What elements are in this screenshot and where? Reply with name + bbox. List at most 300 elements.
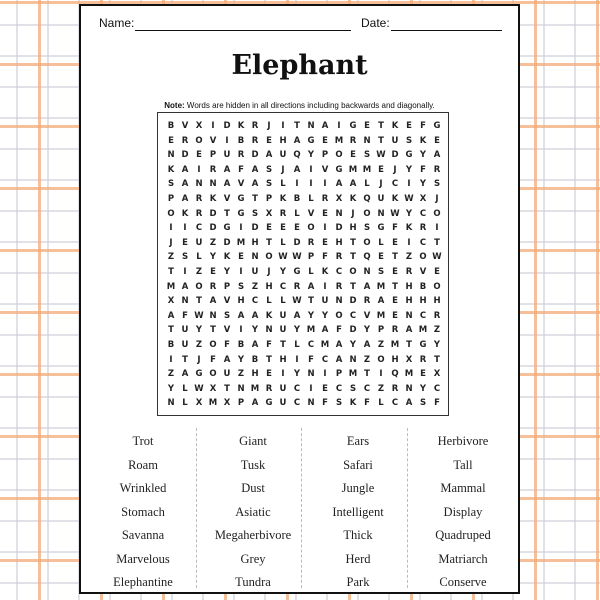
- grid-cell: N: [167, 398, 175, 409]
- grid-cell: W: [278, 252, 288, 263]
- grid-cell: O: [419, 252, 427, 263]
- grid-cell: O: [433, 208, 441, 219]
- column-divider: [407, 428, 408, 588]
- grid-cell: G: [419, 340, 427, 350]
- grid-cell: C: [349, 310, 357, 321]
- grid-cell: K: [237, 121, 245, 131]
- grid-cell: U: [279, 310, 287, 321]
- grid-cell: T: [224, 208, 230, 219]
- grid-cell: S: [363, 150, 371, 161]
- grid-cell: U: [223, 369, 231, 380]
- grid-cell: H: [405, 296, 413, 307]
- grid-cell: C: [293, 398, 301, 409]
- grid-cell: V: [209, 135, 217, 146]
- grid-cell: I: [281, 121, 285, 131]
- grid-cell: M: [208, 398, 218, 409]
- grid-cell: F: [322, 252, 328, 263]
- word-column: [413, 430, 513, 595]
- word-list-item: Asiatic: [235, 504, 271, 519]
- grid-cell: X: [433, 369, 441, 380]
- grid-cell: A: [251, 340, 259, 350]
- grid-cell: E: [392, 267, 398, 277]
- grid-cell: A: [251, 179, 259, 190]
- grid-cell: C: [419, 310, 427, 321]
- word-list-item: Jungle: [341, 481, 375, 495]
- grid-cell: Y: [349, 340, 357, 350]
- grid-cell: R: [209, 281, 217, 292]
- grid-cell: F: [434, 398, 440, 409]
- grid-cell: X: [195, 121, 203, 131]
- grid-cell: I: [239, 325, 243, 336]
- grid-cell: Z: [167, 252, 175, 263]
- grid-cell: L: [364, 179, 370, 190]
- grid-cell: R: [307, 237, 315, 248]
- grid-cell: T: [350, 252, 356, 263]
- grid-row: [164, 119, 444, 134]
- word-list-item: Savanna: [121, 528, 165, 542]
- grid-cell: A: [335, 340, 343, 350]
- grid-cell: A: [251, 310, 259, 321]
- grid-cell: A: [349, 179, 357, 190]
- grid-row: [164, 294, 444, 309]
- grid-cell: N: [405, 310, 413, 321]
- grid-cell: D: [335, 223, 343, 234]
- grid-cell: A: [251, 398, 259, 409]
- grid-cell: R: [195, 208, 203, 219]
- grid-cell: T: [350, 281, 356, 292]
- grid-cell: H: [279, 135, 287, 146]
- grid-cell: Y: [293, 369, 301, 380]
- grid-cell: I: [197, 164, 201, 175]
- grid-cell: K: [265, 310, 273, 321]
- grid-cell: B: [167, 340, 175, 350]
- grid-cell: W: [194, 383, 204, 394]
- grid-cell: L: [182, 383, 188, 394]
- grid-row: [164, 148, 444, 163]
- grid-cell: N: [181, 296, 189, 307]
- grid-cell: E: [392, 237, 398, 248]
- grid-cell: E: [280, 223, 286, 234]
- grid-cell: L: [378, 398, 384, 409]
- grid-cell: E: [434, 267, 440, 277]
- grid-cell: N: [307, 369, 315, 380]
- grid-cell: R: [237, 150, 245, 161]
- grid-row: [164, 236, 444, 251]
- grid-cell: Y: [405, 208, 413, 219]
- grid-cell: Y: [209, 252, 217, 263]
- grid-cell: G: [405, 150, 413, 161]
- grid-cell: E: [350, 150, 356, 161]
- grid-cell: E: [378, 164, 384, 175]
- word-list-item: Park: [346, 575, 370, 589]
- grid-cell: K: [167, 164, 175, 175]
- column-divider: [301, 428, 302, 588]
- grid-cell: I: [295, 354, 299, 365]
- grid-cell: A: [335, 179, 343, 190]
- grid-cell: Q: [363, 252, 371, 263]
- grid-cell: A: [433, 150, 441, 161]
- grid-cell: E: [322, 237, 328, 248]
- grid-cell: B: [419, 281, 427, 292]
- grid-cell: E: [392, 296, 398, 307]
- grid-cell: I: [183, 267, 187, 277]
- grid-cell: A: [181, 164, 189, 175]
- grid-cell: R: [251, 121, 259, 131]
- grid-cell: I: [295, 179, 299, 190]
- grid-cell: E: [294, 223, 300, 234]
- grid-cell: A: [307, 281, 315, 292]
- grid-cell: Y: [419, 383, 427, 394]
- grid-cell: F: [308, 354, 314, 365]
- grid-row: [164, 192, 444, 207]
- grid-cell: U: [391, 135, 399, 146]
- grid-cell: G: [195, 369, 203, 380]
- grid-cell: I: [323, 281, 327, 292]
- grid-cell: S: [419, 398, 427, 409]
- grid-cell: P: [209, 150, 217, 161]
- grid-cell: Y: [223, 267, 231, 277]
- grid-cell: H: [251, 369, 259, 380]
- grid-cell: Z: [167, 369, 175, 380]
- grid-cell: O: [307, 223, 315, 234]
- grid-cell: M: [236, 237, 246, 248]
- grid-cell: T: [378, 121, 384, 131]
- grid-cell: U: [251, 267, 259, 277]
- grid-cell: S: [265, 179, 273, 190]
- grid-cell: D: [293, 237, 301, 248]
- grid-cell: A: [265, 150, 273, 161]
- grid-cell: V: [237, 179, 245, 190]
- grid-cell: A: [181, 369, 189, 380]
- grid-cell: G: [335, 164, 343, 175]
- grid-cell: K: [223, 252, 231, 263]
- grid-cell: A: [363, 281, 371, 292]
- grid-cell: E: [420, 369, 426, 380]
- page-title: Elephant: [231, 50, 368, 81]
- grid-cell: R: [335, 252, 343, 263]
- grid-cell: C: [293, 383, 301, 394]
- grid-cell: L: [308, 194, 314, 204]
- grid-cell: M: [376, 310, 386, 321]
- grid-cell: B: [167, 121, 175, 131]
- grid-cell: C: [433, 383, 441, 394]
- name-date-bar: [99, 16, 504, 36]
- grid-cell: E: [406, 121, 412, 131]
- grid-cell: R: [391, 383, 399, 394]
- grid-cell: I: [309, 179, 313, 190]
- date-line: [391, 30, 502, 31]
- grid-cell: L: [196, 252, 202, 263]
- grid-cell: V: [181, 121, 189, 131]
- grid-cell: C: [419, 237, 427, 248]
- grid-cell: F: [238, 164, 244, 175]
- grid-cell: I: [309, 164, 313, 175]
- grid-cell: Z: [377, 340, 385, 350]
- word-list-item: Trot: [132, 434, 154, 448]
- grid-cell: N: [377, 208, 385, 219]
- grid-cell: Z: [195, 267, 203, 277]
- grid-cell: L: [378, 237, 384, 248]
- grid-cell: E: [378, 252, 384, 263]
- grid-cell: A: [237, 310, 245, 321]
- grid-cell: F: [392, 223, 398, 234]
- grid-cell: Q: [363, 194, 371, 204]
- grid-cell: G: [237, 208, 245, 219]
- grid-cell: I: [323, 369, 327, 380]
- grid-cell: R: [195, 194, 203, 204]
- grid-cell: R: [405, 267, 413, 277]
- word-list-item: Roam: [128, 457, 158, 472]
- word-list: [81, 422, 518, 592]
- grid-cell: P: [377, 325, 385, 336]
- grid-cell: I: [183, 223, 187, 234]
- grid-cell: T: [294, 121, 300, 131]
- grid-cell: Y: [237, 354, 245, 365]
- grid-cell: Q: [293, 150, 301, 161]
- grid-cell: A: [405, 325, 413, 336]
- word-list-item: Herd: [345, 551, 371, 566]
- grid-cell: I: [407, 179, 411, 190]
- grid-cell: G: [349, 121, 357, 131]
- grid-cell: G: [223, 223, 231, 234]
- grid-cell: P: [167, 194, 175, 204]
- grid-cell: W: [194, 310, 204, 321]
- grid-cell: T: [406, 340, 412, 350]
- grid-cell: O: [167, 208, 175, 219]
- grid-cell: U: [181, 325, 189, 336]
- grid-cell: S: [335, 398, 343, 409]
- grid-cell: R: [433, 164, 441, 175]
- grid-cell: R: [321, 194, 329, 204]
- word-list-item: Herbivore: [437, 434, 489, 448]
- grid-cell: W: [432, 252, 442, 263]
- word-list-item: Intelligent: [332, 504, 384, 519]
- word-column: [93, 430, 193, 595]
- grid-cell: S: [265, 164, 273, 175]
- grid-cell: R: [279, 208, 287, 219]
- word-list-item: Matriarch: [438, 551, 488, 566]
- grid-cell: Y: [321, 310, 329, 321]
- grid-cell: K: [419, 135, 427, 146]
- grid-cell: V: [223, 296, 231, 307]
- grid-cell: G: [237, 194, 245, 204]
- grid-cell: J: [379, 179, 383, 190]
- grid-cell: K: [349, 398, 357, 409]
- word-list-item: Elephantine: [113, 575, 173, 589]
- grid-row: [164, 221, 444, 236]
- grid-cell: S: [167, 179, 175, 190]
- grid-cell: H: [433, 296, 441, 307]
- word-list-item: Dust: [241, 481, 265, 495]
- grid-cell: T: [182, 354, 188, 365]
- word-list-item: Megaherbivore: [214, 528, 292, 542]
- grid-cell: L: [308, 267, 314, 277]
- grid-cell: U: [195, 237, 203, 248]
- grid-cell: E: [322, 383, 328, 394]
- column-divider: [196, 428, 197, 588]
- grid-cell: N: [251, 252, 259, 263]
- word-list-item: Display: [443, 504, 483, 519]
- word-list-item: Quadruped: [435, 528, 491, 542]
- grid-cell: E: [392, 310, 398, 321]
- grid-cell: U: [377, 194, 385, 204]
- grid-row: [164, 367, 444, 382]
- grid-cell: O: [335, 150, 343, 161]
- grid-row: [164, 353, 444, 368]
- grid-cell: X: [265, 208, 273, 219]
- grid-cell: T: [434, 237, 440, 248]
- grid-cell: A: [293, 310, 301, 321]
- grid-cell: A: [321, 325, 329, 336]
- grid-cell: Z: [405, 252, 413, 263]
- grid-cell: V: [419, 267, 427, 277]
- grid-cell: O: [265, 252, 273, 263]
- word-list-item: Mammal: [440, 481, 486, 495]
- grid-cell: N: [167, 150, 175, 161]
- grid-cell: I: [281, 369, 285, 380]
- name-label: Name:: [99, 16, 135, 30]
- grid-cell: D: [251, 223, 259, 234]
- grid-cell: E: [196, 150, 202, 161]
- grid-cell: A: [293, 135, 301, 146]
- grid-cell: I: [239, 223, 243, 234]
- grid-cell: A: [223, 164, 231, 175]
- grid-cell: M: [348, 164, 358, 175]
- grid-cell: U: [223, 150, 231, 161]
- grid-cell: U: [279, 398, 287, 409]
- grid-cell: C: [321, 354, 329, 365]
- grid-cell: K: [181, 208, 189, 219]
- grid-cell: Y: [167, 383, 175, 394]
- grid-cell: Z: [363, 354, 371, 365]
- grid-cell: F: [364, 398, 370, 409]
- grid-cell: I: [211, 121, 215, 131]
- grid-cell: N: [349, 354, 357, 365]
- grid-cell: O: [195, 135, 203, 146]
- grid-row: [164, 250, 444, 265]
- grid-cell: F: [420, 121, 426, 131]
- word-list-item: Grey: [240, 551, 266, 566]
- grid-cell: R: [363, 296, 371, 307]
- grid-cell: H: [251, 237, 259, 248]
- word-list-item: Marvelous: [116, 551, 170, 566]
- grid-cell: T: [224, 383, 230, 394]
- grid-cell: I: [309, 383, 313, 394]
- grid-cell: C: [307, 340, 315, 350]
- grid-cell: M: [334, 135, 344, 146]
- grid-cell: E: [182, 237, 188, 248]
- grid-cell: F: [182, 310, 188, 321]
- grid-row: [164, 382, 444, 397]
- grid-cell: H: [391, 354, 399, 365]
- grid-cell: A: [335, 354, 343, 365]
- grid-cell: T: [266, 354, 272, 365]
- grid-cell: N: [335, 208, 343, 219]
- grid-cell: A: [321, 121, 329, 131]
- grid-cell: O: [209, 369, 217, 380]
- grid-cell: A: [181, 194, 189, 204]
- grid-cell: F: [266, 340, 272, 350]
- name-line: [135, 30, 351, 31]
- grid-cell: T: [210, 325, 216, 336]
- grid-cell: A: [167, 310, 175, 321]
- grid-cell: H: [279, 354, 287, 365]
- grid-cell: T: [280, 340, 286, 350]
- grid-cell: K: [405, 223, 413, 234]
- grid-row: [164, 163, 444, 178]
- grid-cell: N: [265, 325, 273, 336]
- grid-cell: C: [391, 398, 399, 409]
- word-list-item: Tusk: [240, 457, 266, 472]
- word-list-item: Wrinkled: [119, 481, 167, 495]
- grid-cell: C: [391, 179, 399, 190]
- word-list-item: Conserve: [439, 575, 487, 589]
- grid-cell: H: [349, 223, 357, 234]
- grid-cell: A: [363, 340, 371, 350]
- grid-cell: G: [265, 398, 273, 409]
- grid-row: [164, 338, 444, 353]
- grid-cell: M: [166, 281, 176, 292]
- grid-cell: G: [377, 223, 385, 234]
- grid-cell: S: [405, 135, 413, 146]
- grid-cell: N: [335, 296, 343, 307]
- grid-cell: E: [364, 121, 370, 131]
- word-column: [203, 430, 303, 595]
- grid-cell: Z: [251, 281, 259, 292]
- word-column: [308, 430, 408, 595]
- grid-row: [164, 265, 444, 280]
- grid-cell: C: [251, 296, 259, 307]
- grid-cell: N: [209, 179, 217, 190]
- grid-cell: H: [419, 296, 427, 307]
- grid-cell: N: [237, 383, 245, 394]
- grid-cell: I: [239, 267, 243, 277]
- grid-cell: E: [238, 252, 244, 263]
- grid-cell: H: [335, 237, 343, 248]
- grid-cell: H: [265, 281, 273, 292]
- grid-cell: O: [335, 310, 343, 321]
- grid-cell: D: [349, 296, 357, 307]
- grid-cell: I: [225, 135, 229, 146]
- grid-cell: S: [377, 267, 385, 277]
- date-label: Date:: [361, 16, 390, 30]
- grid-cell: S: [251, 208, 259, 219]
- grid-cell: A: [293, 164, 301, 175]
- grid-cell: L: [294, 340, 300, 350]
- grid-cell: C: [279, 281, 287, 292]
- grid-cell: D: [223, 121, 231, 131]
- grid-cell: J: [267, 267, 271, 277]
- grid-cell: Y: [307, 310, 315, 321]
- grid-cell: S: [349, 383, 357, 394]
- grid-cell: P: [265, 194, 273, 204]
- grid-cell: G: [293, 267, 301, 277]
- grid-cell: D: [391, 150, 399, 161]
- grid-cell: Y: [433, 340, 441, 350]
- grid-cell: A: [251, 164, 259, 175]
- grid-cell: O: [195, 281, 203, 292]
- grid-cell: N: [363, 267, 371, 277]
- grid-cell: M: [376, 281, 386, 292]
- grid-cell: I: [379, 369, 383, 380]
- grid-cell: N: [405, 383, 413, 394]
- note-label: Note:: [164, 101, 185, 110]
- grid-cell: M: [390, 340, 400, 350]
- grid-cell: A: [223, 354, 231, 365]
- grid-cell: I: [435, 223, 439, 234]
- grid-cell: N: [307, 398, 315, 409]
- grid-cell: K: [321, 267, 329, 277]
